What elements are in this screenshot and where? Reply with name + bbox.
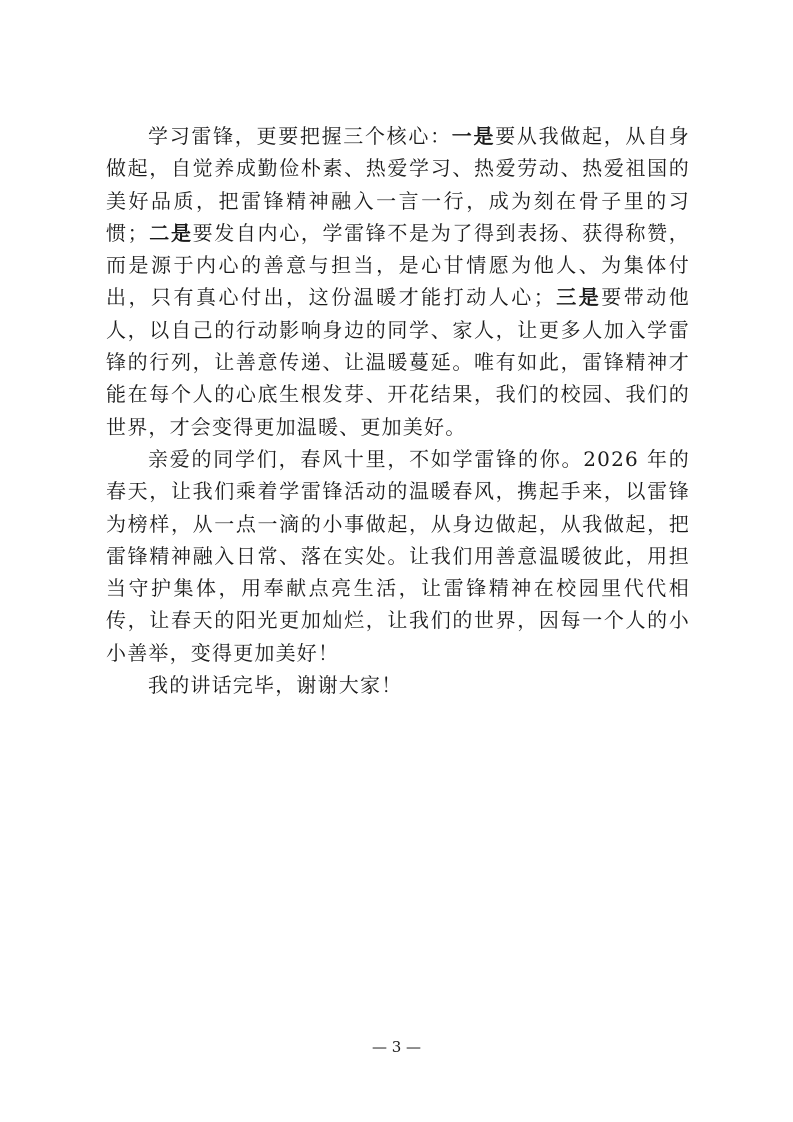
paragraph-core-points (106, 120, 690, 443)
paragraph-appeal (106, 443, 690, 669)
text-segment: 要带动他人，以自己的行动影响身边的同学、家人，让更多人加入学雷锋的行列，让善意传递、让温暖蔓延。唯有如此，雷锋精神才能在每个人的心底生根发芽、开花结果，我们的校园、我们的世界，才会变得更加温暖、更加美好。 (106, 285, 690, 439)
paragraph-closing (106, 669, 690, 701)
text-segment: 亲爱的同学们，春风十里，不如学雷锋的你。2026 年的春天，让我们乘着学雷锋活动的温暖春风，携起手来，以雷锋为榜样，从一点一滴的小事做起，从身边做起，从我做起，把雷锋精神融入日常、落在实处。让我们用善意温暖彼此，用担当守护集体，用奉献点亮生活，让雷锋精神在校园里代代相传，让春天的阳光更加灿烂，让我们的世界，因每一个人的小小善举，变得更加美好！ (106, 446, 690, 665)
bold-marker-third: 三是 (554, 285, 602, 310)
text-segment: 学习雷锋，更要把握三个核心： (148, 124, 452, 148)
text-segment: 我的讲话完毕，谢谢大家！ (148, 673, 403, 698)
document-body (106, 120, 690, 701)
page-number: — 3 — (371, 1038, 422, 1056)
bold-marker-second: 二是 (148, 220, 193, 245)
bold-marker-first: 一是 (451, 124, 496, 148)
text-segment: 要从我做起，从自身做起，自觉养成勤俭朴素、热爱学习、热爱劳动、热爱祖国的美好品质，把雷锋精神融入一言一行，成为刻在骨子里的习惯； (106, 124, 690, 245)
text-segment: 要发自内心，学雷锋不是为了得到表扬、获得称赞，而是源于内心的善意与担当，是心甘情愿为他人、为集体付出，只有真心付出，这份温暖才能打动人心； (106, 220, 691, 310)
